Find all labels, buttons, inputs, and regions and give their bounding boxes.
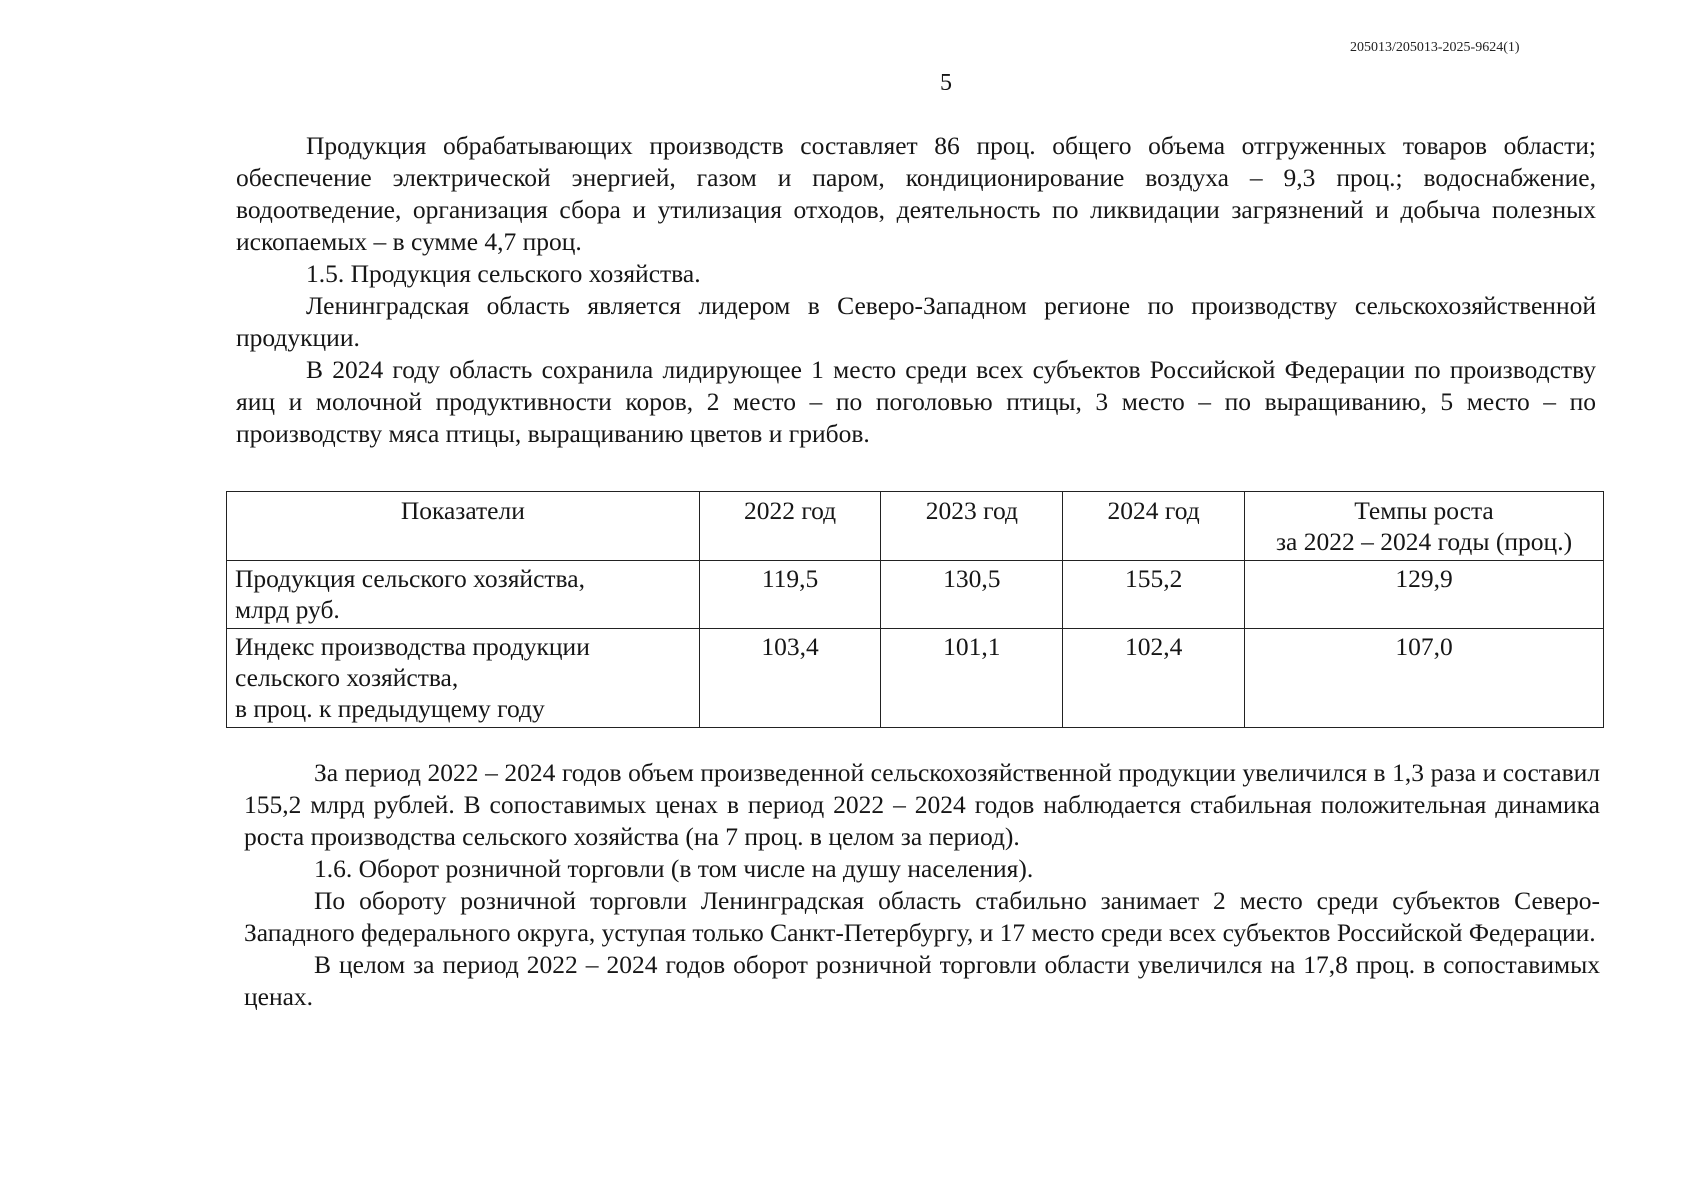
paragraph-rankings-2024: В 2024 году область сохранила лидирующее 1 место среди всех субъектов Российской Федерации по производству яиц и молочной продуктивности коров, 2 место – по поголовью птицы, 3 место – по выращиванию, 5 место – по производству мяса птицы, выращиванию цветов и грибов. bbox=[236, 355, 1596, 448]
agriculture-table bbox=[226, 491, 1604, 728]
header-growth-rate bbox=[1245, 492, 1604, 561]
header-2024: 2024 год bbox=[1063, 492, 1245, 561]
cell-2024: 155,2 bbox=[1063, 561, 1245, 629]
cell-2023: 101,1 bbox=[881, 629, 1063, 728]
header-growth-rate-line2: за 2022 – 2024 годы (проц.) bbox=[1275, 527, 1573, 556]
row-indicator-line: в проц. к предыдущему году bbox=[235, 694, 545, 723]
table-header-row bbox=[227, 492, 1604, 561]
cell-2024: 102,4 bbox=[1063, 629, 1245, 728]
table-row bbox=[227, 561, 1604, 629]
cell-2022: 119,5 bbox=[699, 561, 881, 629]
row-indicator-line: сельского хозяйства, bbox=[235, 663, 459, 692]
row-indicator-line: Индекс производства продукции bbox=[235, 632, 590, 661]
document-id: 205013/205013-2025-9624(1) bbox=[1350, 40, 1520, 55]
cell-growth-rate: 107,0 bbox=[1245, 629, 1604, 728]
paragraph-region-leader: Ленинградская область является лидером в Северо-Западном регионе по производству сельскохозяйственной продукции. bbox=[236, 291, 1596, 352]
section-heading-agriculture: 1.5. Продукция сельского хозяйства. bbox=[306, 259, 701, 288]
row-indicator-line: млрд руб. bbox=[235, 595, 340, 624]
cell-growth-rate: 129,9 bbox=[1245, 561, 1604, 629]
header-growth-rate-line1: Темпы роста bbox=[1354, 496, 1494, 525]
text-block-bottom bbox=[244, 757, 1600, 1013]
cell-2023: 130,5 bbox=[881, 561, 1063, 629]
section-heading-retail: 1.6. Оборот розничной торговли (в том числе на душу населения). bbox=[314, 854, 1034, 883]
cell-2022: 103,4 bbox=[699, 629, 881, 728]
row-indicator-line: Продукция сельского хозяйства, bbox=[235, 564, 585, 593]
header-2022: 2022 год bbox=[699, 492, 881, 561]
page-number: 5 bbox=[940, 70, 952, 96]
header-indicator: Показатели bbox=[227, 492, 700, 561]
paragraph-manufacturing-share: Продукция обрабатывающих производств составляет 86 проц. общего объема отгруженных товаров области; обеспечение электрической энергией, газом и паром, кондиционирование воздуха – 9,3 проц.; водоснабжение, водоотведение, организация сбора и утилизация отходов, деятельность по ликвидации загрязнений и добыча полезных ископаемых – в сумме 4,7 проц. bbox=[236, 131, 1596, 256]
row-indicator-cell bbox=[227, 629, 700, 728]
paragraph-agri-growth: За период 2022 – 2024 годов объем произведенной сельскохозяйственной продукции увеличился в 1,3 раза и составил 155,2 млрд рублей. В сопоставимых ценах в период 2022 – 2024 годов наблюдается стабильная положительная динамика роста производства сельского хозяйства (на 7 проц. в целом за период). bbox=[244, 758, 1600, 851]
paragraph-retail-growth: В целом за период 2022 – 2024 годов оборот розничной торговли области увеличился на 17,8 проц. в сопоставимых ценах. bbox=[244, 950, 1600, 1011]
table-row bbox=[227, 629, 1604, 728]
text-block-top bbox=[236, 130, 1596, 450]
header-2023: 2023 год bbox=[881, 492, 1063, 561]
paragraph-retail-ranking: По обороту розничной торговли Ленинградская область стабильно занимает 2 место среди субъектов Северо-Западного федерального округа, уступая только Санкт-Петербургу, и 17 место среди всех субъектов Российской Федерации. bbox=[244, 886, 1600, 947]
row-indicator-cell bbox=[227, 561, 700, 629]
